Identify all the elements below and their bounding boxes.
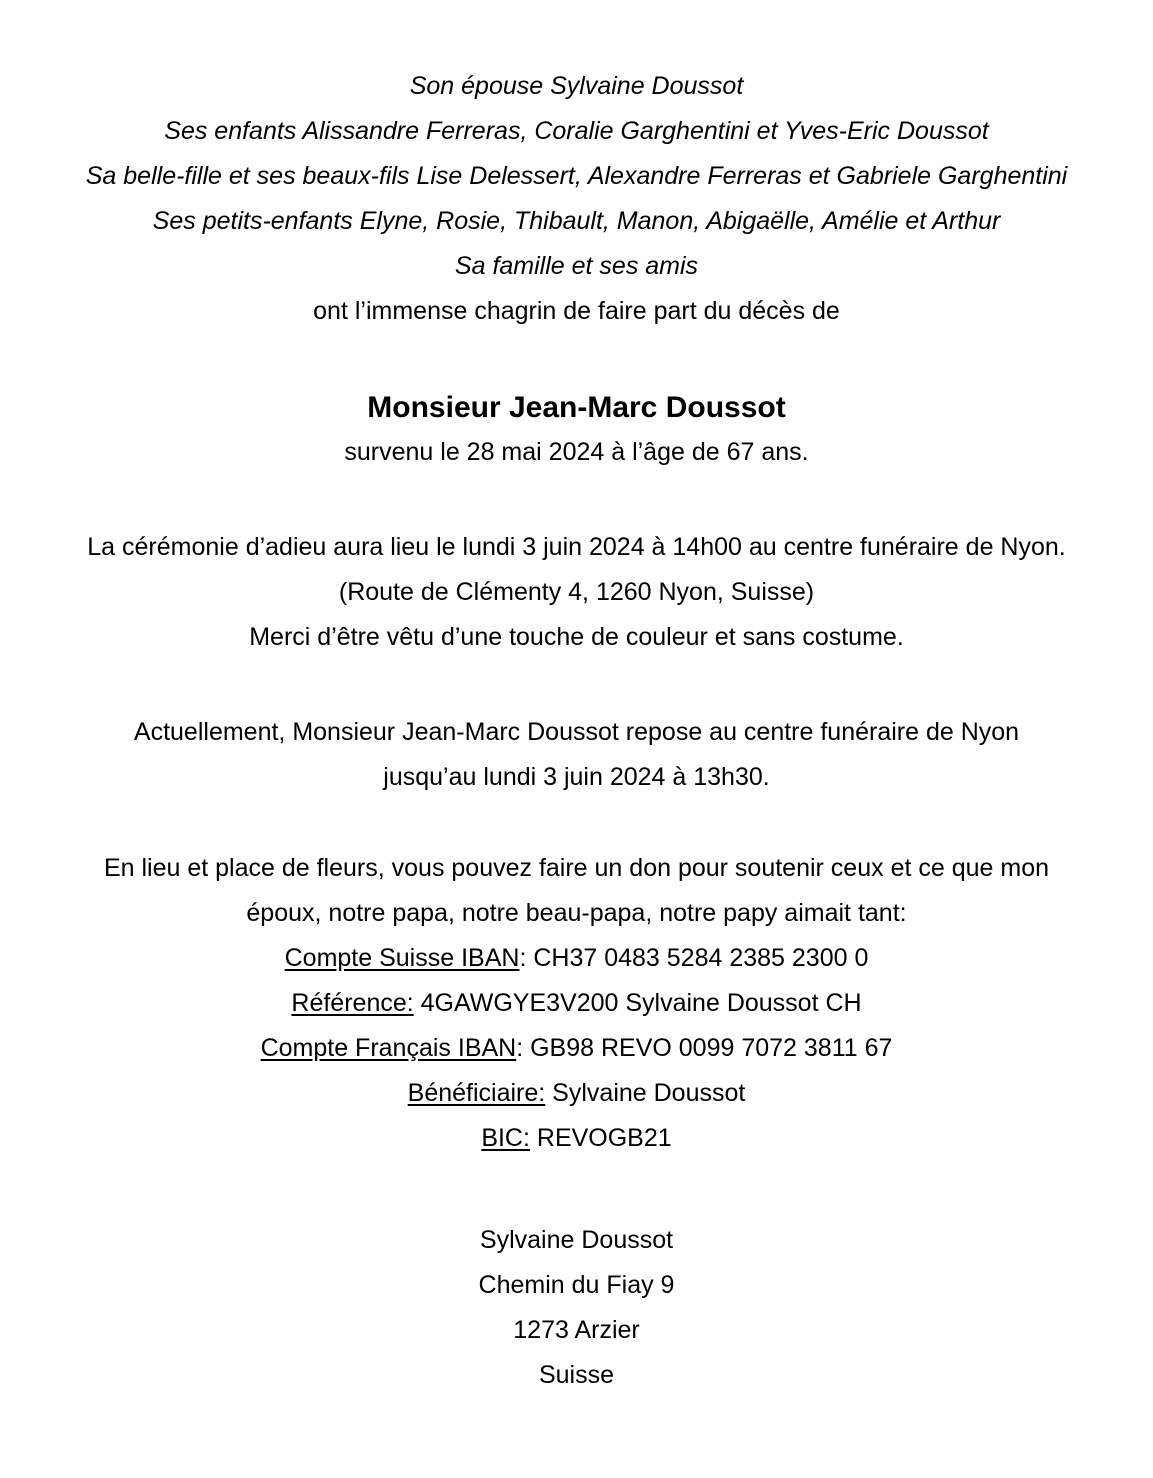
donation-value-reference: 4GAWGYE3V200 Sylvaine Doussot CH <box>413 989 862 1017</box>
death-date-line: survenu le 28 mai 2024 à l’âge de 67 ans. <box>344 438 809 466</box>
repose-section <box>40 710 1113 800</box>
donation-value-swiss-iban: : CH37 0483 5284 2385 2300 0 <box>519 944 869 972</box>
donation-section <box>40 846 1113 1161</box>
donation-label-reference: Référence: <box>291 989 414 1017</box>
donation-label-swiss-iban: Compte Suisse IBAN <box>284 944 520 972</box>
family-line-friends: Sa famille et ses amis <box>454 252 699 280</box>
ceremony-line-address: (Route de Clémenty 4, 1260 Nyon, Suisse) <box>338 578 815 606</box>
repose-line-until: jusqu’au lundi 3 juin 2024 à 13h30. <box>383 763 770 791</box>
donation-label-beneficiary: Bénéficiaire: <box>407 1079 546 1107</box>
donation-intro-line-1: En lieu et place de fleurs, vous pouvez faire un don pour soutenir ceux et ce que mon <box>103 854 1050 882</box>
contact-name: Sylvaine Doussot <box>479 1226 674 1254</box>
donation-value-french-iban: : GB98 REVO 0099 7072 3811 67 <box>516 1034 893 1062</box>
donation-label-french-iban: Compte Français IBAN <box>260 1034 517 1062</box>
announcement-intro: ont l’immense chagrin de faire part du décès de <box>313 297 840 325</box>
deceased-name: Monsieur Jean-Marc Doussot <box>367 391 786 424</box>
family-line-children: Ses enfants Alissandre Ferreras, Coralie Garghentini et Yves-Eric Doussot <box>164 117 989 145</box>
donation-label-bic: BIC: <box>481 1124 530 1152</box>
donation-detail-beneficiary <box>40 1071 1113 1116</box>
donation-detail-swiss-iban <box>40 936 1113 981</box>
contact-street: Chemin du Fiay 9 <box>478 1271 675 1299</box>
contact-city: 1273 Arzier <box>513 1316 640 1344</box>
contact-country: Suisse <box>538 1361 615 1389</box>
ceremony-line-dresscode: Merci d’être vêtu d’une touche de couleur et sans costume. <box>249 623 904 651</box>
family-line-spouse: Son épouse Sylvaine Doussot <box>409 72 744 100</box>
contact-address-section <box>40 1218 1113 1398</box>
repose-line-location: Actuellement, Monsieur Jean-Marc Doussot repose au centre funéraire de Nyon <box>133 718 1020 746</box>
ceremony-section <box>40 525 1113 660</box>
family-section <box>40 64 1113 334</box>
donation-detail-french-iban <box>40 1026 1113 1071</box>
family-line-grandchildren: Ses petits-enfants Elyne, Rosie, Thibault, Manon, Abigaëlle, Amélie et Arthur <box>152 207 1001 235</box>
donation-detail-reference <box>40 981 1113 1026</box>
donation-value-bic: REVOGB21 <box>529 1124 672 1152</box>
donation-detail-bic <box>40 1116 1113 1161</box>
donation-value-beneficiary: Sylvaine Doussot <box>545 1079 746 1107</box>
family-line-in-laws: Sa belle-fille et ses beaux-fils Lise Delessert, Alexandre Ferreras et Gabriele Garghentini <box>85 162 1068 190</box>
donation-intro-line-2: époux, notre papa, notre beau-papa, notre papy aimait tant: <box>246 899 907 927</box>
ceremony-line-datetime: La cérémonie d’adieu aura lieu le lundi 3 juin 2024 à 14h00 au centre funéraire de Nyon. <box>87 533 1066 561</box>
